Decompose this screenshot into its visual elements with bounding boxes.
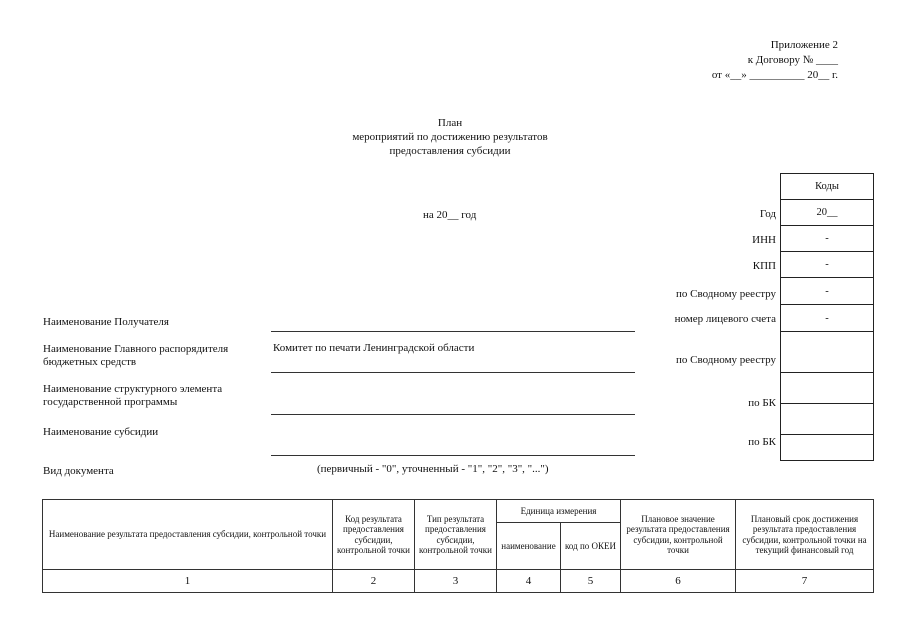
structural-element-underline[interactable] <box>271 414 635 415</box>
column-number: 5 <box>561 570 621 593</box>
recipient-underline[interactable] <box>271 331 635 332</box>
appendix-line: Приложение 2 <box>770 39 838 51</box>
code-registry-cell[interactable]: - <box>781 278 874 305</box>
code-doc-type-cell[interactable] <box>781 435 874 461</box>
title-line: предоставления субсидии <box>389 145 511 157</box>
doc-type-hint: (первичный - "0", уточненный - "1", "2", "3", "...") <box>317 463 549 475</box>
main-manager-underline[interactable] <box>271 372 635 373</box>
label-year: Год <box>759 208 776 220</box>
column-number: 2 <box>333 570 415 593</box>
doc-type-label: Вид документа <box>43 465 114 477</box>
code-year-cell[interactable]: 20__ <box>781 200 874 226</box>
code-kpp-cell[interactable]: - <box>781 252 874 278</box>
code-account-cell[interactable]: - <box>781 305 874 332</box>
code-bk-cell[interactable] <box>781 373 874 404</box>
column-number: 6 <box>621 570 736 593</box>
main-manager-value[interactable]: Комитет по печати Ленинградской области <box>273 342 475 354</box>
code-bk-2-cell[interactable] <box>781 404 874 435</box>
main-manager-label: Наименование Главного распорядителя бюджетных средств <box>43 343 229 368</box>
codes-table <box>780 173 874 461</box>
code-registry-2-cell[interactable] <box>781 332 874 373</box>
codes-header: Коды <box>781 174 874 200</box>
column-number: 3 <box>415 570 497 593</box>
label-inn: ИНН <box>752 234 776 246</box>
recipient-label: Наименование Получателя <box>43 316 169 328</box>
label-registry: по Сводному реестру <box>676 288 776 300</box>
appendix-line: от «__» __________ 20__ г. <box>711 69 838 81</box>
title-line: мероприятий по достижению результатов <box>352 131 548 143</box>
col-unit-group: Единица измерения <box>497 500 621 523</box>
column-number: 7 <box>736 570 874 593</box>
label-kpp: КПП <box>752 260 776 272</box>
label-bk: по БК <box>748 397 776 409</box>
title-line: План <box>437 117 463 129</box>
column-number: 1 <box>43 570 333 593</box>
label-registry-2: по Сводному реестру <box>676 354 776 366</box>
col-result-code: Код результата предоставления субсидии, контрольной точки <box>333 500 415 570</box>
column-number: 4 <box>497 570 561 593</box>
appendix-header <box>620 38 838 83</box>
col-planned-date: Плановый срок достижения результата предоставления субсидии, контрольной точки на текущий финансовый год <box>736 500 874 570</box>
structural-element-label: Наименование структурного элемента государственной программы <box>43 383 223 408</box>
subsidy-underline[interactable] <box>271 455 635 456</box>
label-account: номер лицевого счета <box>674 313 776 325</box>
col-unit-code: код по ОКЕИ <box>561 523 621 570</box>
results-table <box>42 499 874 593</box>
col-unit-name: наименование <box>497 523 561 570</box>
plan-year: на 20__ год <box>423 209 477 221</box>
col-planned-value: Плановое значение результата предоставления субсидии, контрольной точки <box>621 500 736 570</box>
label-bk-2: по БК <box>748 436 776 448</box>
subsidy-label: Наименование субсидии <box>43 426 159 438</box>
document-title <box>300 116 600 158</box>
appendix-line: к Договору № ____ <box>747 54 838 66</box>
table-row <box>43 570 874 593</box>
col-result-type: Тип результата предоставления субсидии, контрольной точки <box>415 500 497 570</box>
code-inn-cell[interactable]: - <box>781 226 874 252</box>
col-result-name: Наименование результата предоставления субсидии, контрольной точки <box>43 500 333 570</box>
